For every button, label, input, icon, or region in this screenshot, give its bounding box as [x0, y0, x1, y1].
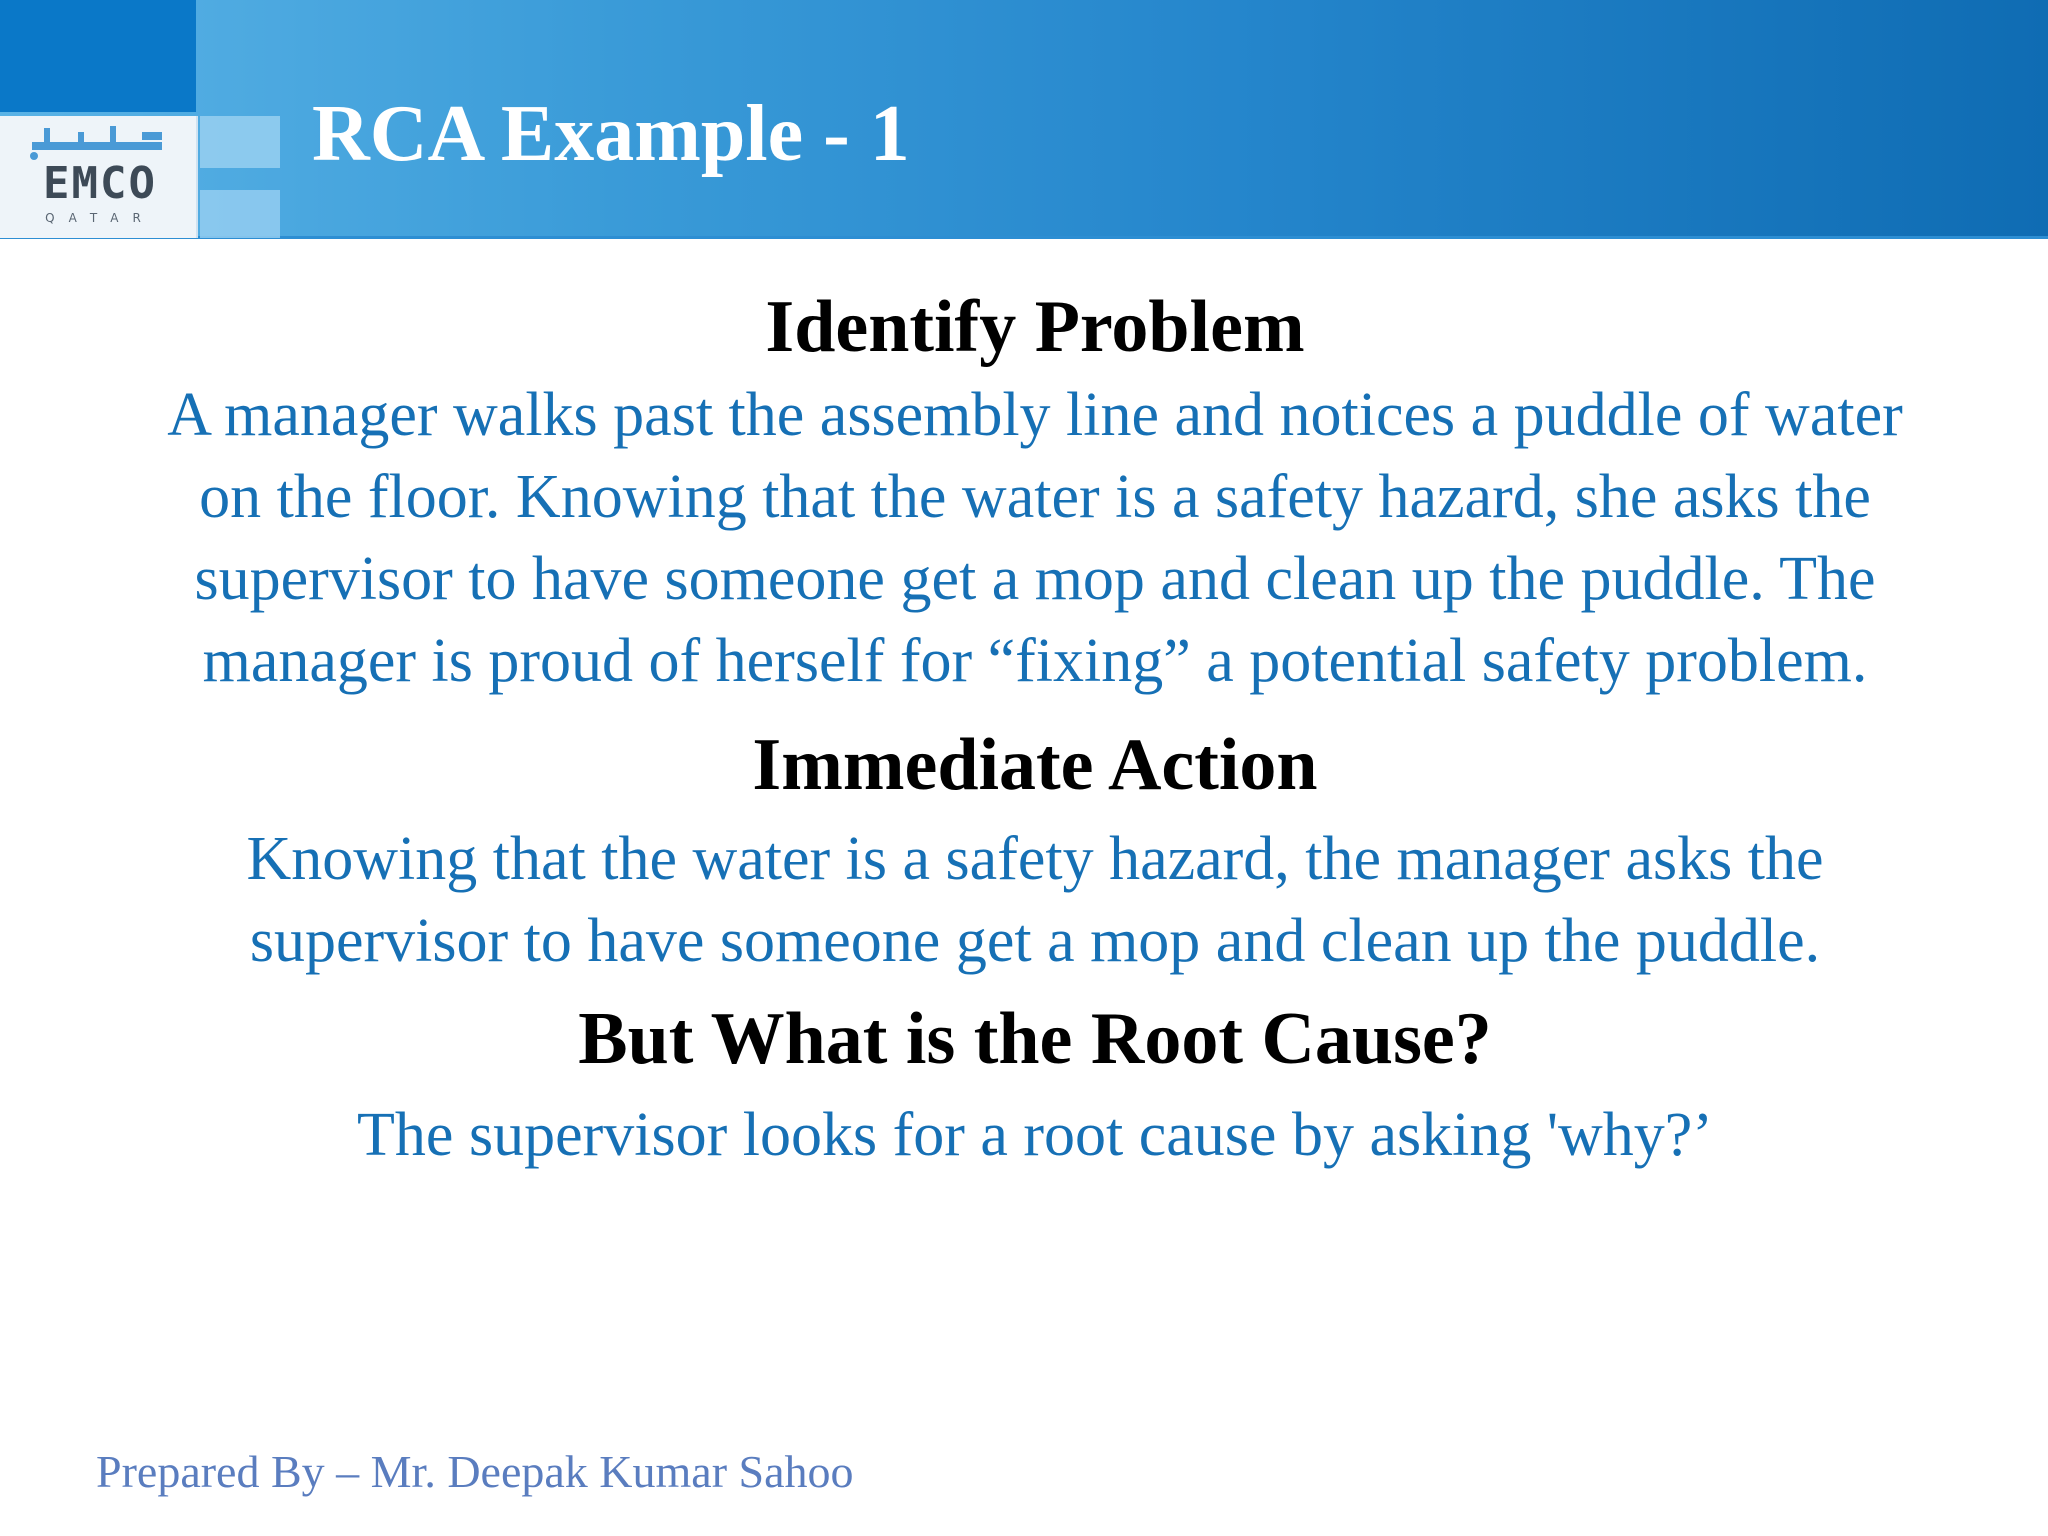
logo-accent-tile [0, 0, 196, 112]
logo-name: EMCO [43, 158, 157, 209]
logo-subtitle: QATAR [45, 211, 155, 225]
section-heading-identify-problem: Identify Problem [765, 286, 1305, 368]
section-text-immediate-action: Knowing that the water is a safety hazard, the manager asks the supervisor to have someone get a mop and clean up the puddle. [246, 825, 1824, 975]
section-heading-immediate-action: Immediate Action [752, 724, 1318, 806]
slide-content [150, 272, 1920, 1176]
footer-credit: Prepared By – Mr. Deepak Kumar Sahoo [96, 1446, 854, 1497]
logo-arabic-mark [14, 122, 184, 162]
section-text-identify-problem: A manager walks past the assembly line and notices a puddle of water on the floor. Knowing that the water is a safety hazard, she asks the supervisor to have someone get a mop and clean up the puddle. The manager is proud of herself for “fixing” a potential safety problem. [167, 381, 1903, 695]
decorative-square [200, 190, 280, 238]
logo-arabic-text [14, 122, 184, 162]
decorative-square [200, 116, 280, 168]
section-heading-root-cause: But What is the Root Cause? [578, 998, 1492, 1080]
header-bar [0, 0, 2048, 238]
slide-title: RCA Example - 1 [312, 90, 910, 178]
section-text-root-cause: The supervisor looks for a root cause by asking 'why?’ [357, 1101, 1713, 1169]
header-divider [0, 236, 2048, 239]
